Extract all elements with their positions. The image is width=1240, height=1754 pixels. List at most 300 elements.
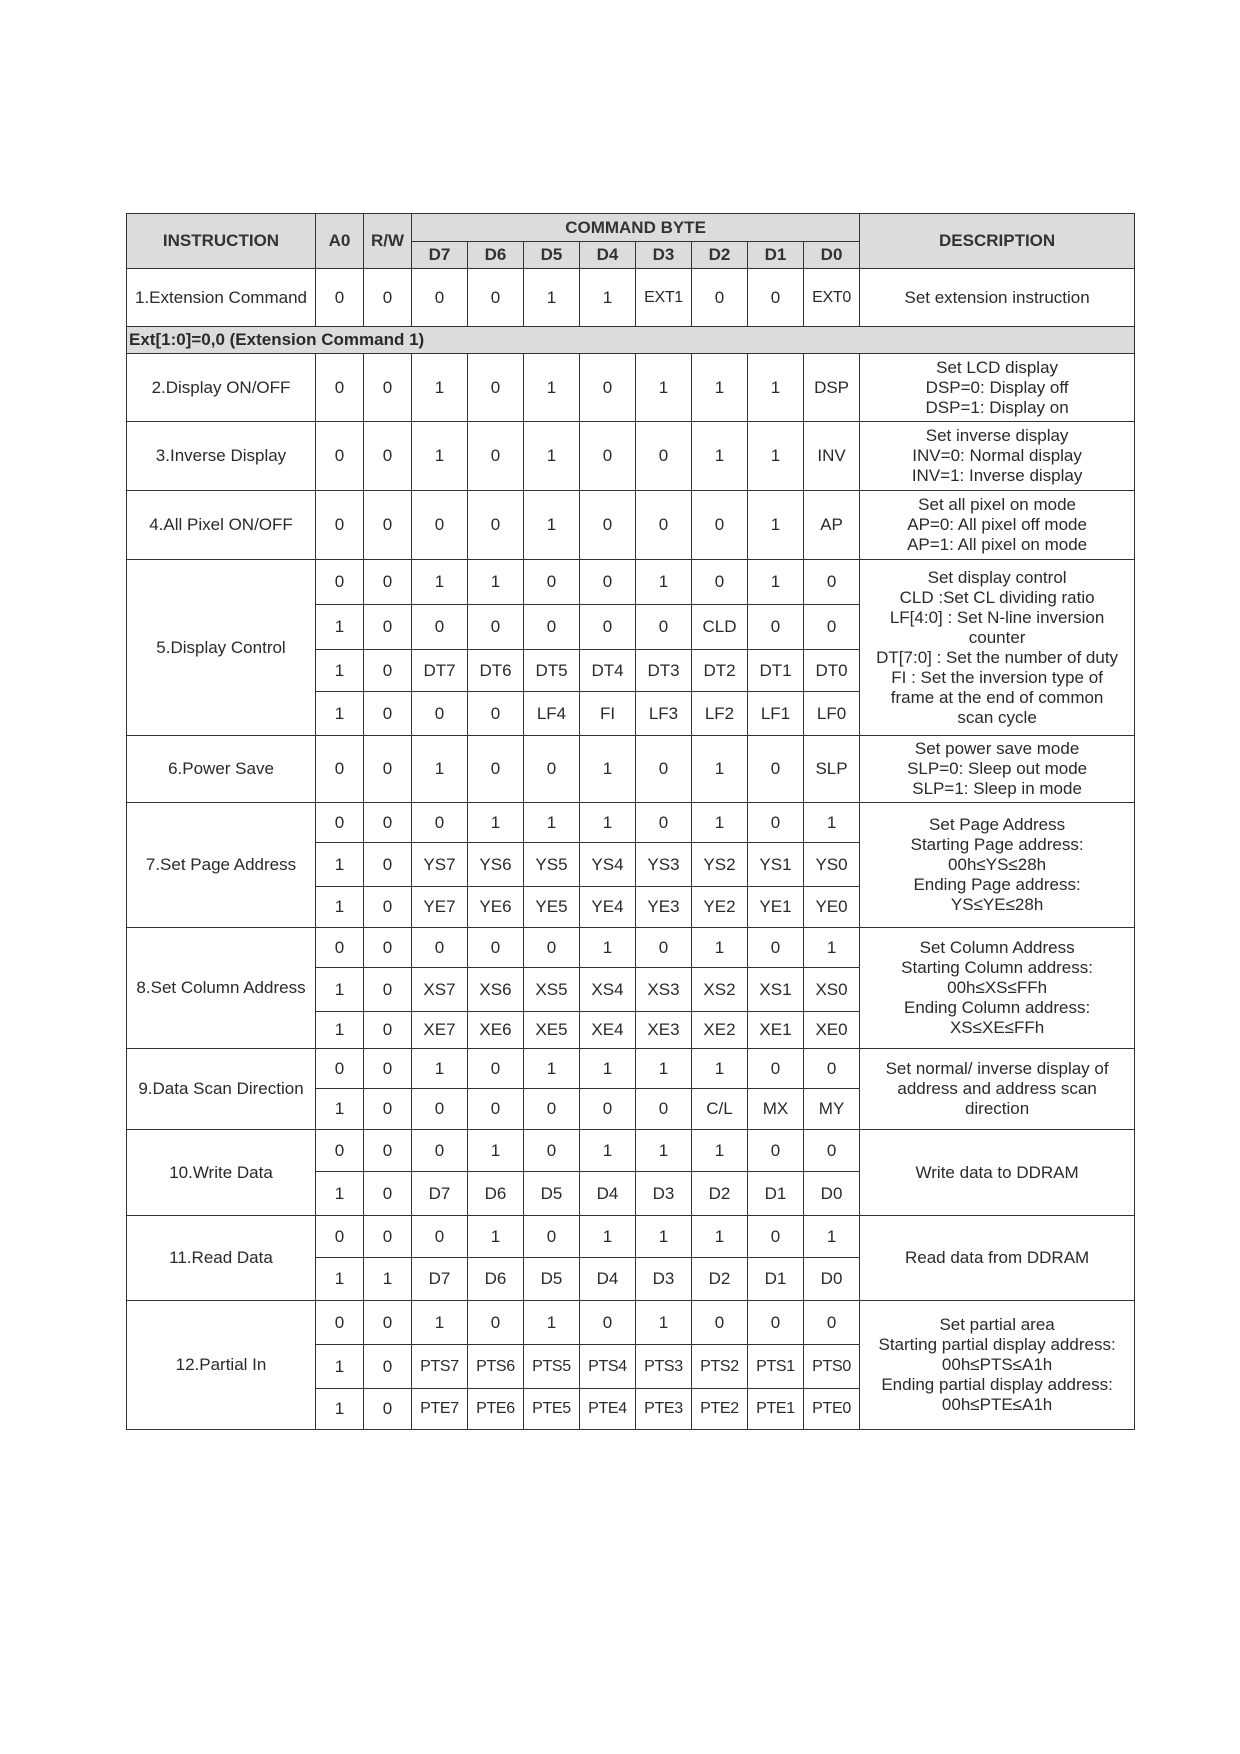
d3-value: 0 [636, 928, 692, 968]
d3-value: XE3 [636, 1012, 692, 1049]
rw-value: 0 [364, 1012, 412, 1049]
d2-value: 0 [692, 269, 748, 327]
description-line: DSP=0: Display off [925, 377, 1069, 397]
description-line: AP=0: All pixel off mode [907, 515, 1087, 534]
description-line: 00h≤PTE≤A1h [941, 1395, 1053, 1414]
header-bit: D0 [804, 242, 860, 269]
d4-value: 1 [580, 803, 636, 843]
rw-value: 0 [364, 605, 412, 650]
table-row [127, 928, 1135, 968]
d0-value: EXT0 [804, 269, 860, 327]
d2-value: XE2 [692, 1012, 748, 1049]
instruction-name: 2.Display ON/OFF [127, 354, 316, 422]
d5-value: 0 [524, 1130, 580, 1172]
description-line: Set Column Address [919, 938, 1075, 957]
d3-value: 0 [636, 1089, 692, 1130]
rw-value: 0 [364, 491, 412, 560]
d5-value: 0 [524, 1216, 580, 1258]
description-cell [860, 354, 1135, 422]
d6-value: 0 [468, 928, 524, 968]
d7-value: PTS7 [412, 1345, 468, 1389]
d1-value: 1 [748, 560, 804, 605]
description-line: Set all pixel on mode [918, 495, 1076, 514]
d1-value: 0 [748, 1301, 804, 1345]
description-line: Starting partial display address: [878, 1335, 1116, 1354]
a0-value: 1 [316, 1258, 364, 1301]
d5-value: D5 [524, 1258, 580, 1301]
d3-value: LF3 [636, 692, 692, 736]
description-cell [860, 1049, 1135, 1130]
d6-value: 0 [468, 605, 524, 650]
d2-value: 0 [692, 1301, 748, 1345]
description-line: SLP=0: Sleep out mode [907, 759, 1088, 778]
d6-value: 1 [468, 560, 524, 605]
d0-value: PTE0 [804, 1389, 860, 1430]
d3-value: 1 [636, 1216, 692, 1258]
d4-value: XS4 [580, 968, 636, 1012]
a0-value: 1 [316, 1345, 364, 1389]
description-line: 00h≤YS≤28h [948, 855, 1047, 874]
d5-value: 1 [524, 422, 580, 491]
header-bit: D4 [580, 242, 636, 269]
description-line: address and address scan [897, 1079, 1097, 1098]
d3-value: D3 [636, 1172, 692, 1216]
d5-value: D5 [524, 1172, 580, 1216]
d2-value: 1 [692, 928, 748, 968]
instruction-name: 10.Write Data [127, 1130, 316, 1216]
d6-value: 1 [468, 1130, 524, 1172]
description-line: INV=0: Normal display [912, 446, 1082, 465]
d7-value: DT7 [412, 650, 468, 692]
d7-value: 1 [412, 354, 468, 422]
a0-value: 0 [316, 354, 364, 422]
d7-value: XE7 [412, 1012, 468, 1049]
d6-value: 0 [468, 1049, 524, 1089]
table-row [127, 354, 1135, 422]
d3-value: 0 [636, 491, 692, 560]
description-line: scan cycle [957, 707, 1037, 727]
description-line: CLD :Set CL dividing ratio [899, 587, 1095, 607]
rw-value: 0 [364, 1345, 412, 1389]
rw-value: 0 [364, 1049, 412, 1089]
table-body [127, 269, 1135, 1430]
description-line: FI : Set the inversion type of [891, 667, 1103, 687]
header-bit: D5 [524, 242, 580, 269]
table-row [127, 736, 1135, 803]
a0-value: 1 [316, 1089, 364, 1130]
d5-value: 1 [524, 491, 580, 560]
d7-value: 0 [412, 1216, 468, 1258]
d7-value: 0 [412, 928, 468, 968]
a0-value: 1 [316, 650, 364, 692]
header-bit: D7 [412, 242, 468, 269]
d3-value: 1 [636, 560, 692, 605]
d6-value: 1 [468, 803, 524, 843]
d4-value: 0 [580, 1301, 636, 1345]
d0-value: 1 [804, 803, 860, 843]
description-line: 00h≤XS≤FFh [947, 978, 1048, 997]
d4-value: 0 [580, 1089, 636, 1130]
d7-value: 0 [412, 269, 468, 327]
description-line: Ending Column address: [904, 998, 1091, 1017]
d3-value: 1 [636, 1049, 692, 1089]
description-line: Set inverse display [925, 426, 1069, 445]
d2-value: CLD [692, 605, 748, 650]
d6-value: PTS6 [468, 1345, 524, 1389]
d0-value: DSP [804, 354, 860, 422]
d5-value: YS5 [524, 843, 580, 887]
a0-value: 0 [316, 1301, 364, 1345]
d5-value: XS5 [524, 968, 580, 1012]
description-cell [860, 422, 1135, 491]
a0-value: 0 [316, 491, 364, 560]
description-line: Set extension instruction [904, 287, 1090, 307]
instruction-name: 5.Display Control [127, 560, 316, 736]
d6-value: PTE6 [468, 1389, 524, 1430]
table-row [127, 1301, 1135, 1345]
description-line: Set power save mode [914, 739, 1080, 758]
d0-value: YS0 [804, 843, 860, 887]
a0-value: 0 [316, 803, 364, 843]
description-line: Ending partial display address: [881, 1375, 1113, 1394]
d0-value: MY [804, 1089, 860, 1130]
d5-value: YE5 [524, 887, 580, 928]
extension-group-row [127, 327, 1135, 354]
d5-value: 0 [524, 560, 580, 605]
rw-value: 0 [364, 422, 412, 491]
d6-value: 0 [468, 491, 524, 560]
d5-value: 1 [524, 269, 580, 327]
d3-value: 1 [636, 354, 692, 422]
description-cell [860, 803, 1135, 928]
a0-value: 1 [316, 605, 364, 650]
d5-value: 0 [524, 928, 580, 968]
description-cell [860, 736, 1135, 803]
d2-value: 1 [692, 422, 748, 491]
a0-value: 1 [316, 843, 364, 887]
a0-value: 1 [316, 968, 364, 1012]
d1-value: D1 [748, 1258, 804, 1301]
instruction-name: 7.Set Page Address [127, 803, 316, 928]
a0-value: 1 [316, 1172, 364, 1216]
d3-value: 1 [636, 1130, 692, 1172]
d6-value: XE6 [468, 1012, 524, 1049]
d5-value: PTS5 [524, 1345, 580, 1389]
d4-value: YE4 [580, 887, 636, 928]
d4-value: 0 [580, 422, 636, 491]
d2-value: 1 [692, 736, 748, 803]
d7-value: 0 [412, 692, 468, 736]
d6-value: 0 [468, 354, 524, 422]
d1-value: XS1 [748, 968, 804, 1012]
description-line: XS≤XE≤FFh [949, 1018, 1045, 1037]
rw-value: 0 [364, 843, 412, 887]
d5-value: 1 [524, 1049, 580, 1089]
rw-value: 0 [364, 968, 412, 1012]
a0-value: 0 [316, 269, 364, 327]
d5-value: 1 [524, 354, 580, 422]
d7-value: D7 [412, 1258, 468, 1301]
d5-value: 1 [524, 803, 580, 843]
rw-value: 0 [364, 354, 412, 422]
d2-value: D2 [692, 1172, 748, 1216]
d1-value: 1 [748, 354, 804, 422]
d4-value: 0 [580, 354, 636, 422]
d0-value: 1 [804, 928, 860, 968]
a0-value: 0 [316, 560, 364, 605]
d0-value: 0 [804, 605, 860, 650]
description-cell [860, 928, 1135, 1049]
description-line: Read data from DDRAM [904, 1248, 1090, 1267]
a0-value: 0 [316, 422, 364, 491]
d6-value: 0 [468, 1301, 524, 1345]
table-row [127, 269, 1135, 327]
extension-group-label: Ext[1:0]=0,0 (Extension Command 1) [127, 327, 1135, 354]
d2-value: 1 [692, 1130, 748, 1172]
header-bit: D2 [692, 242, 748, 269]
d6-value: 1 [468, 1216, 524, 1258]
d2-value: D2 [692, 1258, 748, 1301]
header-instruction: INSTRUCTION [127, 214, 316, 269]
d4-value: PTS4 [580, 1345, 636, 1389]
d0-value: XS0 [804, 968, 860, 1012]
d4-value: D4 [580, 1258, 636, 1301]
description-line: DT[7:0] : Set the number of duty [876, 647, 1119, 667]
description-line: Set Page Address [929, 815, 1066, 834]
header-bit: D1 [748, 242, 804, 269]
description-line: Write data to DDRAM [915, 1162, 1079, 1182]
d4-value: YS4 [580, 843, 636, 887]
d7-value: 0 [412, 1130, 468, 1172]
d0-value: 0 [804, 1130, 860, 1172]
description-line: Ending Page address: [913, 875, 1081, 894]
d6-value: XS6 [468, 968, 524, 1012]
d1-value: DT1 [748, 650, 804, 692]
d4-value: 1 [580, 1049, 636, 1089]
instruction-name: 9.Data Scan Direction [127, 1049, 316, 1130]
d0-value: D0 [804, 1258, 860, 1301]
d4-value: 1 [580, 736, 636, 803]
table-row [127, 1216, 1135, 1258]
d1-value: YE1 [748, 887, 804, 928]
d6-value: 0 [468, 736, 524, 803]
d7-value: 0 [412, 1089, 468, 1130]
rw-value: 0 [364, 928, 412, 968]
d0-value: 0 [804, 560, 860, 605]
table-row [127, 491, 1135, 560]
d1-value: 0 [748, 803, 804, 843]
d1-value: XE1 [748, 1012, 804, 1049]
d7-value: 0 [412, 803, 468, 843]
instruction-name: 1.Extension Command [127, 269, 316, 327]
d3-value: DT3 [636, 650, 692, 692]
instruction-name: 6.Power Save [127, 736, 316, 803]
d1-value: 1 [748, 422, 804, 491]
d5-value: LF4 [524, 692, 580, 736]
d5-value: XE5 [524, 1012, 580, 1049]
header-bit: D3 [636, 242, 692, 269]
description-line: 00h≤PTS≤A1h [941, 1355, 1053, 1374]
rw-value: 1 [364, 1258, 412, 1301]
a0-value: 0 [316, 736, 364, 803]
d0-value: INV [804, 422, 860, 491]
d1-value: YS1 [748, 843, 804, 887]
d7-value: 1 [412, 422, 468, 491]
table-row [127, 1130, 1135, 1172]
description-cell [860, 269, 1135, 327]
description-line: LF[4:0] : Set N-line inversion [889, 607, 1105, 627]
description-line: INV=1: Inverse display [911, 466, 1083, 485]
d3-value: YS3 [636, 843, 692, 887]
header-a0: A0 [316, 214, 364, 269]
d4-value: 0 [580, 560, 636, 605]
d1-value: 0 [748, 736, 804, 803]
d1-value: 0 [748, 1049, 804, 1089]
description-line: Set partial area [939, 1315, 1055, 1334]
d0-value: DT0 [804, 650, 860, 692]
d1-value: LF1 [748, 692, 804, 736]
header-description: DESCRIPTION [860, 214, 1135, 269]
d3-value: 1 [636, 1301, 692, 1345]
d7-value: 0 [412, 491, 468, 560]
d2-value: 1 [692, 354, 748, 422]
d3-value: PTS3 [636, 1345, 692, 1389]
d2-value: 0 [692, 491, 748, 560]
d2-value: PTE2 [692, 1389, 748, 1430]
d0-value: 1 [804, 1216, 860, 1258]
d4-value: D4 [580, 1172, 636, 1216]
description-cell [860, 491, 1135, 560]
a0-value: 0 [316, 1049, 364, 1089]
table-row [127, 1049, 1135, 1089]
a0-value: 1 [316, 887, 364, 928]
d4-value: XE4 [580, 1012, 636, 1049]
rw-value: 0 [364, 560, 412, 605]
d7-value: 1 [412, 1301, 468, 1345]
description-cell [860, 1130, 1135, 1216]
d1-value: PTS1 [748, 1345, 804, 1389]
description-cell [860, 560, 1135, 736]
d2-value: 1 [692, 803, 748, 843]
table-header [127, 214, 1135, 269]
description-line: Set display control [927, 567, 1067, 587]
description-line: Set normal/ inverse display of [885, 1059, 1109, 1078]
d1-value: PTE1 [748, 1389, 804, 1430]
description-line: AP=1: All pixel on mode [907, 535, 1088, 554]
d1-value: 0 [748, 1216, 804, 1258]
d2-value: YS2 [692, 843, 748, 887]
d5-value: DT5 [524, 650, 580, 692]
d0-value: XE0 [804, 1012, 860, 1049]
d6-value: 0 [468, 1089, 524, 1130]
d2-value: DT2 [692, 650, 748, 692]
d7-value: YS7 [412, 843, 468, 887]
d7-value: XS7 [412, 968, 468, 1012]
rw-value: 0 [364, 269, 412, 327]
d7-value: YE7 [412, 887, 468, 928]
header-command-byte: COMMAND BYTE [412, 214, 860, 242]
d0-value: LF0 [804, 692, 860, 736]
header-rw: R/W [364, 214, 412, 269]
command-table [126, 213, 1135, 1430]
d2-value: 1 [692, 1216, 748, 1258]
d2-value: C/L [692, 1089, 748, 1130]
instruction-name: 12.Partial In [127, 1301, 316, 1430]
a0-value: 1 [316, 1389, 364, 1430]
d4-value: DT4 [580, 650, 636, 692]
d2-value: 0 [692, 560, 748, 605]
d7-value: PTE7 [412, 1389, 468, 1430]
d5-value: 1 [524, 1301, 580, 1345]
rw-value: 0 [364, 1172, 412, 1216]
d2-value: PTS2 [692, 1345, 748, 1389]
d4-value: 0 [580, 605, 636, 650]
d0-value: SLP [804, 736, 860, 803]
description-line: Starting Column address: [901, 958, 1093, 977]
d0-value: YE0 [804, 887, 860, 928]
a0-value: 0 [316, 1216, 364, 1258]
d6-value: 0 [468, 692, 524, 736]
a0-value: 0 [316, 1130, 364, 1172]
d3-value: EXT1 [636, 269, 692, 327]
d2-value: LF2 [692, 692, 748, 736]
d6-value: 0 [468, 422, 524, 491]
rw-value: 0 [364, 1301, 412, 1345]
d3-value: D3 [636, 1258, 692, 1301]
d1-value: 0 [748, 605, 804, 650]
d4-value: 0 [580, 491, 636, 560]
d6-value: 0 [468, 269, 524, 327]
a0-value: 0 [316, 928, 364, 968]
d2-value: 1 [692, 1049, 748, 1089]
d3-value: XS3 [636, 968, 692, 1012]
d6-value: D6 [468, 1172, 524, 1216]
d0-value: D0 [804, 1172, 860, 1216]
rw-value: 0 [364, 650, 412, 692]
d5-value: PTE5 [524, 1389, 580, 1430]
rw-value: 0 [364, 1089, 412, 1130]
rw-value: 0 [364, 1130, 412, 1172]
d5-value: 0 [524, 1089, 580, 1130]
d3-value: 0 [636, 605, 692, 650]
table-row [127, 422, 1135, 491]
d6-value: D6 [468, 1258, 524, 1301]
rw-value: 0 [364, 887, 412, 928]
description-cell [860, 1301, 1135, 1430]
header-bit: D6 [468, 242, 524, 269]
d7-value: 0 [412, 605, 468, 650]
d1-value: D1 [748, 1172, 804, 1216]
d4-value: PTE4 [580, 1389, 636, 1430]
d2-value: YE2 [692, 887, 748, 928]
d7-value: 1 [412, 560, 468, 605]
description-line: counter [968, 627, 1026, 647]
rw-value: 0 [364, 1389, 412, 1430]
d6-value: YS6 [468, 843, 524, 887]
description-line: frame at the end of common [890, 687, 1104, 707]
description-line: SLP=1: Sleep in mode [912, 779, 1082, 798]
d3-value: PTE3 [636, 1389, 692, 1430]
d5-value: 0 [524, 736, 580, 803]
d3-value: 0 [636, 803, 692, 843]
d0-value: 0 [804, 1301, 860, 1345]
description-cell [860, 1216, 1135, 1301]
description-line: DSP=1: Display on [925, 397, 1069, 417]
d1-value: 0 [748, 1130, 804, 1172]
d1-value: 0 [748, 269, 804, 327]
d2-value: XS2 [692, 968, 748, 1012]
description-line: YS≤YE≤28h [950, 895, 1044, 914]
